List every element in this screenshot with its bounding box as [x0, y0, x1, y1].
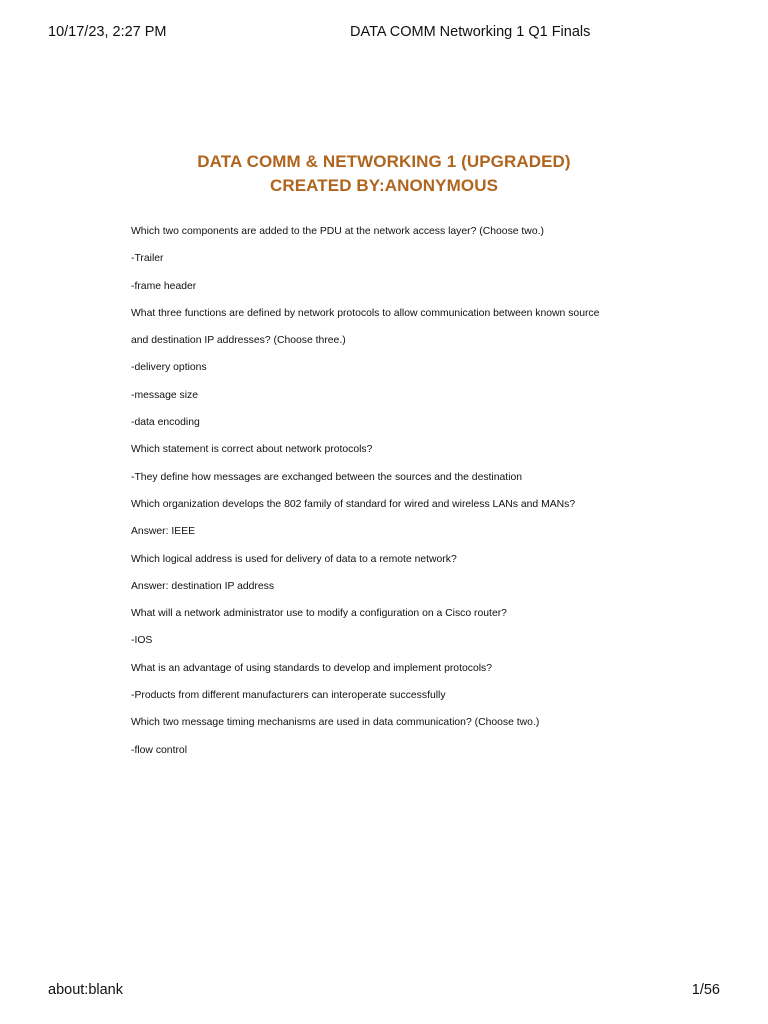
answer-line: -message size — [131, 389, 198, 401]
heading-line-1: DATA COMM & NETWORKING 1 (UPGRADED) — [197, 152, 571, 171]
question-line: Which organization develops the 802 family of standard for wired and wireless LANs and MANs? — [131, 498, 576, 510]
answer-line: Answer: IEEE — [131, 526, 196, 538]
question-line: Which two components are added to the PDU at the network access layer? (Choose two.) — [131, 226, 544, 237]
answer-line: -IOS — [131, 635, 153, 647]
answer-line: -flow control — [131, 744, 188, 756]
answer-line: -frame header — [131, 280, 197, 292]
answer-line: -They define how messages are exchanged between the sources and the destination — [131, 471, 523, 483]
print-url: about:blank — [48, 982, 123, 998]
answer-line: Answer: destination IP address — [131, 580, 275, 592]
question-line: What is an advantage of using standards to develop and implement protocols? — [131, 662, 493, 674]
answer-line: -delivery options — [131, 362, 207, 374]
question-line: Which two message timing mechanisms are used in data communication? (Choose two.) — [131, 717, 540, 729]
print-document-title: DATA COMM Networking 1 Q1 Finals — [350, 24, 591, 40]
print-datetime: 10/17/23, 2:27 PM — [48, 24, 167, 40]
question-line: What three functions are defined by network protocols to allow communication between known source — [131, 307, 600, 319]
heading-line-2: CREATED BY:ANONYMOUS — [269, 176, 499, 195]
page-number: 1/56 — [691, 982, 720, 998]
document-body — [131, 226, 691, 772]
question-line: Which logical address is used for delivery of data to a remote network? — [131, 553, 457, 565]
answer-line: -Trailer — [131, 253, 164, 265]
print-footer — [48, 982, 720, 1002]
print-header — [48, 24, 720, 44]
question-line: Which statement is correct about network protocols? — [131, 444, 373, 456]
document-heading — [0, 150, 768, 198]
answer-line: -Products from different manufacturers can interoperate successfully — [131, 690, 446, 702]
answer-line: -data encoding — [131, 417, 200, 429]
question-line: What will a network administrator use to modify a configuration on a Cisco router? — [131, 608, 507, 620]
question-line: and destination IP addresses? (Choose three.) — [131, 335, 346, 347]
